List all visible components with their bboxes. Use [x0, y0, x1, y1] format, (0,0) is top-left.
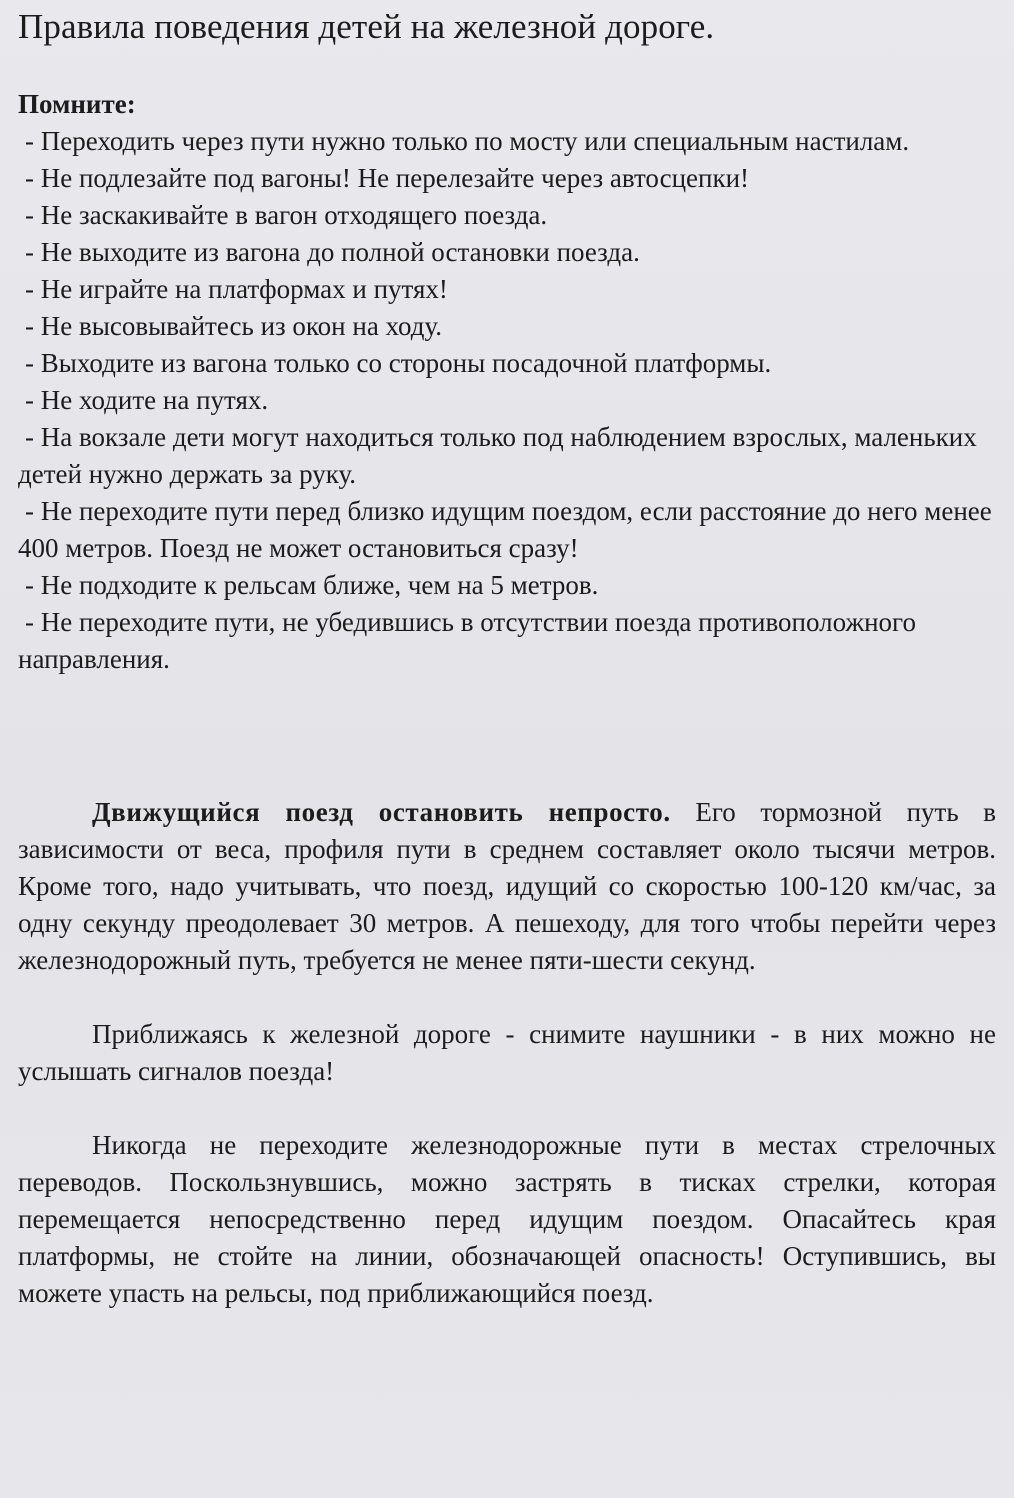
- switches-paragraph: Никогда не переходите железнодорожные пути в местах стрелочных переводов. Поскользнувшись, можно застрять в тисках стрелки, которая перемещается непосредственно перед идущим поездом. Опасайтесь края платформы, не стойте на линии, обозначающей опасность! Оступившись, вы можете упасть на рельсы, под приближающийся поезд.: [18, 1130, 996, 1308]
- rule-item: - Выходите из вагона только со стороны посадочной платформы.: [25, 348, 772, 378]
- remember-heading: Помните:: [18, 89, 136, 119]
- section-spacer: [18, 678, 996, 794]
- rule-item: - Не ходите на путях.: [25, 385, 269, 415]
- rule-item: - Не подходите к рельсам ближе, чем на 5 метров.: [25, 570, 599, 600]
- rule-item: - Не заскакивайте в вагон отходящего поезда.: [25, 200, 548, 230]
- braking-lead: Движущийся поезд остановить непросто.: [92, 797, 671, 827]
- rule-item: - Не высовывайтесь из окон на ходу.: [25, 311, 443, 341]
- paragraph-gap: [18, 1090, 996, 1127]
- rule-item: - На вокзале дети могут находиться только под наблюдением взрослых, маленьких детей нужно держать за руку.: [18, 422, 977, 489]
- rule-item: - Не играйте на платформах и путях!: [25, 274, 448, 304]
- paragraph-gap: [18, 979, 996, 1016]
- braking-paragraph: [18, 794, 996, 979]
- rules-list: [18, 123, 996, 678]
- rule-item: - Не переходите пути перед близко идущим поездом, если расстояние до него менее 400 метров. Поезд не может остановиться сразу!: [18, 496, 992, 563]
- rule-item: - Не подлезайте под вагоны! Не перелезайте через автосцепки!: [25, 163, 750, 193]
- rule-item: - Не выходите из вагона до полной остановки поезда.: [25, 237, 640, 267]
- rule-item: - Переходить через пути нужно только по мосту или специальным настилам.: [25, 126, 910, 156]
- braking-text: Его тормозной путь в зависимости от веса, профиля пути в среднем составляет около тысячи метров. Кроме того, надо учитывать, что поезд, идущий со скоростью 100-120 км/час, за одну секунду преодолевает 30 метров. А пешеходу, для того чтобы перейти через железнодорожный путь, требуется не менее пяти-шести секунд.: [18, 797, 996, 975]
- headphones-paragraph: Приближаясь к железной дороге - снимите наушники - в них можно не услышать сигналов поезда!: [18, 1019, 996, 1086]
- document-title: Правила поведения детей на железной дороге.: [18, 7, 715, 46]
- rule-item: - Не переходите пути, не убедившись в отсутствии поезда противоположного направления.: [18, 607, 916, 674]
